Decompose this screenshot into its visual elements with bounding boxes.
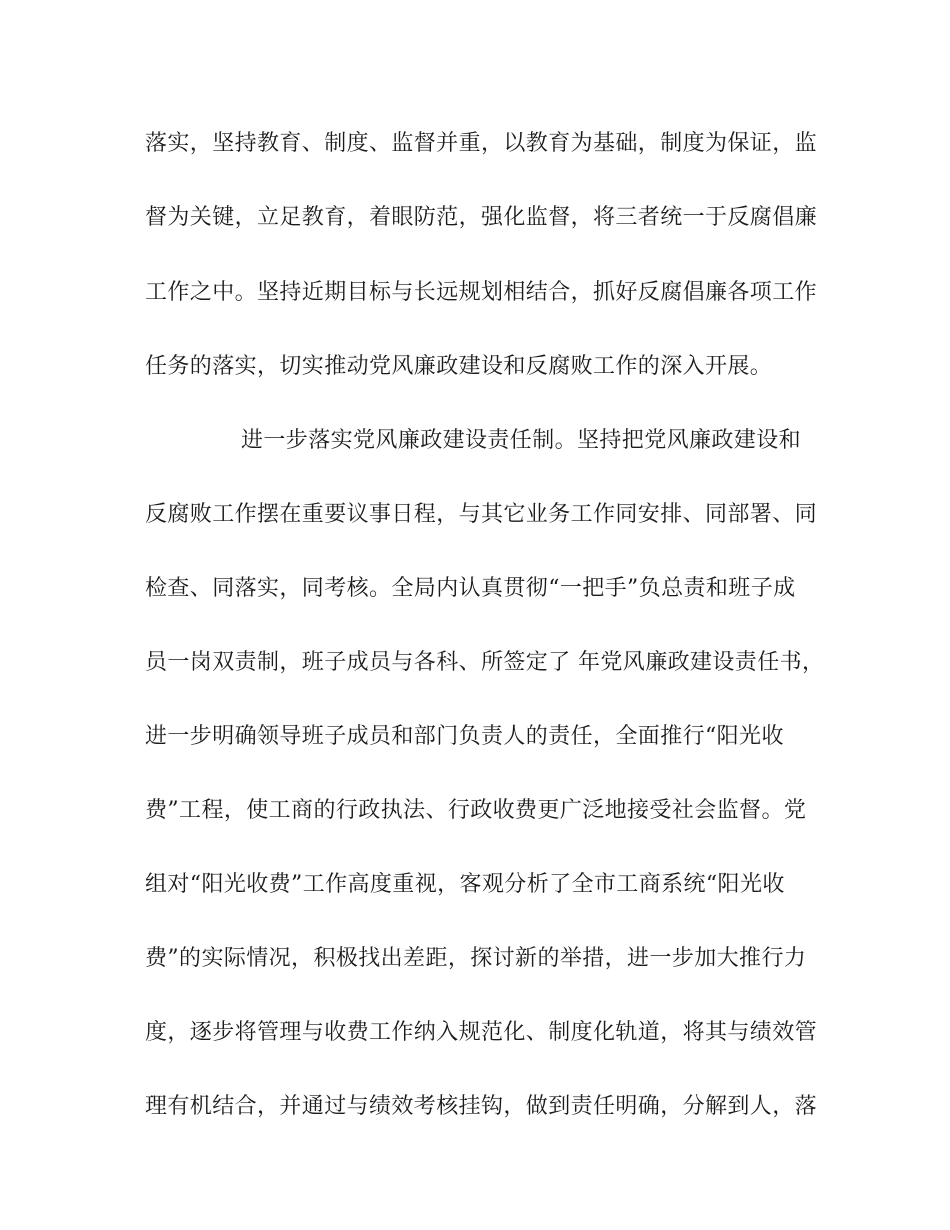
text-line-10: 费”工程，使工商的行政执法、行政收费更广泛地接受社会监督。党 bbox=[145, 798, 807, 823]
text-line-8: 员一岗双责制，班子成员与各科、所签定了 年党风廉政建设责任书， bbox=[145, 650, 825, 675]
text-line-13: 度，逐步将管理与收费工作纳入规范化、制度化轨道，将其与绩效管 bbox=[145, 1020, 818, 1045]
text-line-9: 进一步明确领导班子成员和部门负责人的责任，全面推行“阳光收 bbox=[145, 724, 784, 749]
text-line-1: 落实，坚持教育、制度、监督并重，以教育为基础，制度为保证，监 bbox=[145, 131, 818, 156]
text-line-7: 检查、同落实，同考核。全局内认真贯彻“一把手”负总责和班子成 bbox=[145, 576, 796, 601]
text-line-4: 任务的落实，切实推动党风廉政建设和反腐败工作的深入开展。 bbox=[145, 354, 773, 379]
text-line-14: 理有机结合，并通过与绩效考核挂钩，做到责任明确，分解到人，落 bbox=[145, 1094, 818, 1119]
text-line-12: 费”的实际情况，积极找出差距，探讨新的举措，进一步加大推行力 bbox=[145, 946, 807, 971]
text-line-3: 工作之中。坚持近期目标与长远规划相结合，抓好反腐倡廉各项工作 bbox=[145, 280, 818, 305]
text-line-2: 督为关键，立足教育，着眼防范，强化监督，将三者统一于反腐倡廉 bbox=[145, 205, 818, 230]
text-line-6: 反腐败工作摆在重要议事日程，与其它业务工作同安排、同部署、同 bbox=[145, 502, 818, 527]
paragraph-start-line: 进一步落实党风廉政建设责任制。坚持把党风廉政建设和 bbox=[241, 428, 802, 453]
text-line-11: 组对“阳光收费”工作高度重视，客观分析了全市工商系统“阳光收 bbox=[145, 872, 785, 897]
